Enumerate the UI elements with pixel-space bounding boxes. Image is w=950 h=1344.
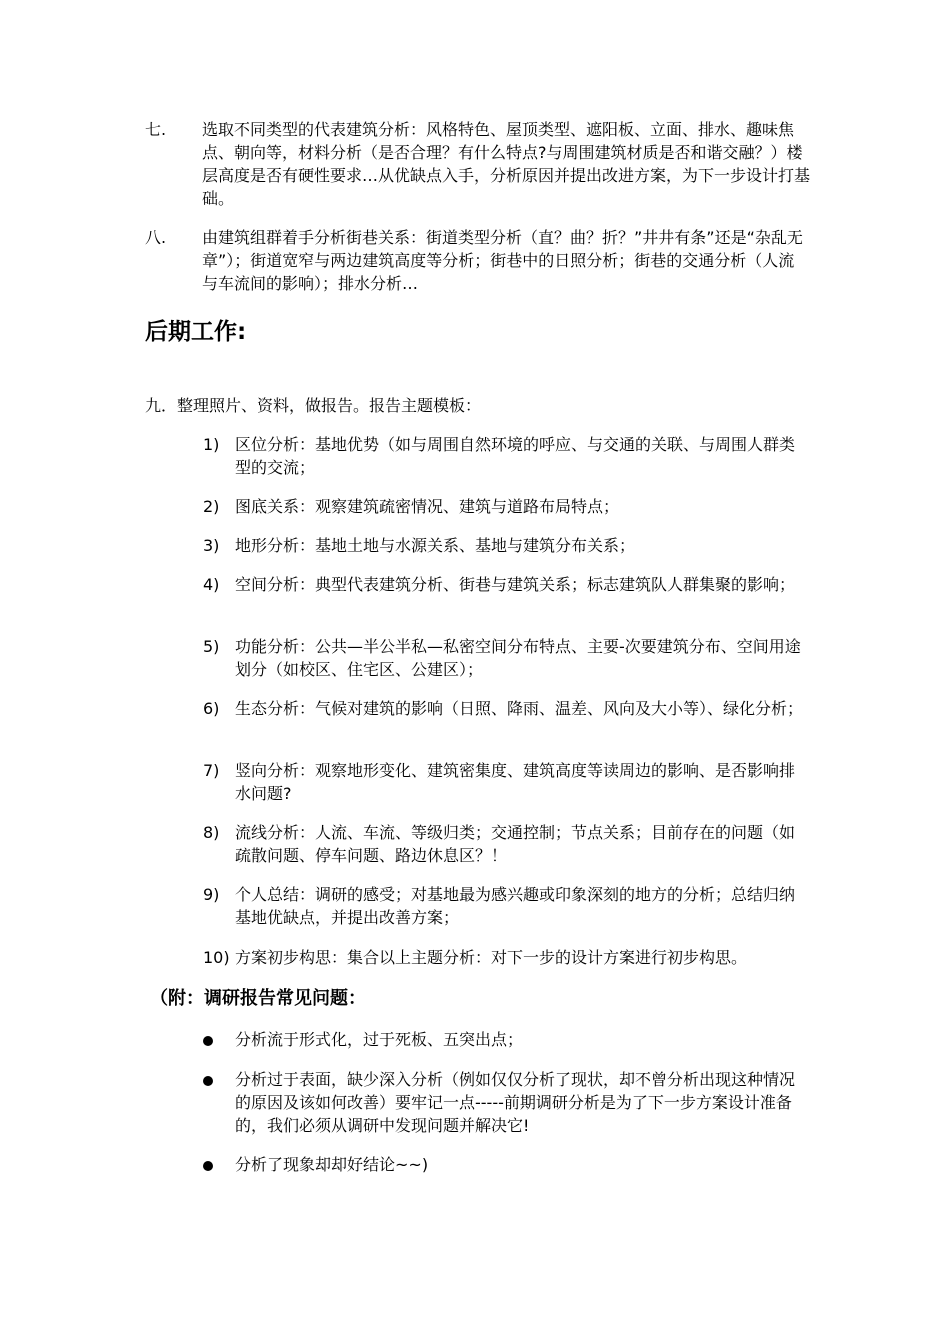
item-text: 空间分析：典型代表建筑分析、街巷与建筑关系；标志建筑队人群集聚的影响； — [235, 575, 796, 594]
item-text: 方案初步构思：集合以上主题分析：对下一步的设计方案进行初步构思。 — [235, 948, 748, 967]
item-text: 区位分析：基地优势（如与周围自然环境的呼应、与交通的关联、与周围人群类型的交流； — [235, 435, 796, 477]
section-8 — [145, 226, 810, 295]
appendix-heading: （附：调研报告常见问题： — [150, 988, 366, 1009]
item-number: 1) — [203, 435, 220, 454]
section-7 — [145, 118, 810, 210]
item-number: 10) — [203, 948, 230, 967]
section-text: 选取不同类型的代表建筑分析：风格特色、屋顶类型、遮阳板、立面、排水、趣味焦点、朝向等，材料分析（是否合理？有什么特点?与周围建筑材质是否和谐交融？）楼层高度是否有硬性要求…从优缺点入手，分析原因并提出改进方案，为下一步设计打基础。 — [202, 120, 811, 208]
later-work-heading: 后期工作: — [145, 319, 247, 345]
report-item — [203, 759, 810, 805]
report-item — [203, 433, 810, 479]
item-number: 9) — [203, 885, 220, 904]
appendix-bullet-item — [203, 1028, 810, 1051]
item-number: 7) — [203, 761, 220, 780]
item-text: 生态分析：气候对建筑的影响（日照、降雨、温差、风向及大小等）、绿化分析； — [235, 699, 804, 718]
report-item — [203, 534, 810, 557]
report-intro: 九．整理照片、资料，做报告。报告主题模板： — [145, 396, 482, 415]
bullet-icon — [203, 1076, 213, 1086]
item-text: 个人总结：调研的感受；对基地最为感兴趣或印象深刻的地方的分析；总结归纳基地优缺点，并提出改善方案； — [235, 885, 796, 927]
section-number: 八. — [145, 228, 167, 247]
report-item — [203, 821, 810, 867]
report-item — [203, 697, 810, 720]
item-number: 6) — [203, 699, 220, 718]
item-number: 5) — [203, 637, 220, 656]
item-text: 地形分析：基地土地与水源关系、基地与建筑分布关系； — [235, 536, 636, 555]
bullet-text: 分析流于形式化，过于死板、五突出点； — [235, 1030, 524, 1049]
item-text: 功能分析：公共—半公半私—私密空间分布特点、主要-次要建筑分布、空间用途划分（如校区、住宅区、公建区）； — [235, 637, 801, 679]
section-text: 由建筑组群着手分析街巷关系：街道类型分析（直？曲？折？”井井有条”还是“杂乱无章”）；街道宽窄与两边建筑高度等分析；街巷中的日照分析；街巷的交通分析（人流与车流间的影响）；排水分析… — [202, 228, 803, 293]
appendix-bullet-item — [203, 1068, 810, 1137]
item-number: 4) — [203, 575, 220, 594]
report-item — [203, 635, 810, 681]
report-item — [203, 573, 810, 596]
item-text: 流线分析：人流、车流、等级归类；交通控制；节点关系；目前存在的问题（如疏散问题、停车问题、路边休息区？！ — [235, 823, 796, 865]
bullet-icon — [203, 1036, 213, 1046]
report-item — [203, 495, 810, 518]
item-number: 8) — [203, 823, 220, 842]
section-number: 七. — [145, 120, 167, 139]
item-number: 3) — [203, 536, 220, 555]
report-item — [203, 883, 810, 929]
bullet-text: 分析过于表面，缺少深入分析（例如仅仅分析了现状，却不曾分析出现这种情况的原因及该如何改善）要牢记一点-----前期调研分析是为了下一步方案设计准备的，我们必须从调研中发现问题并解决它! — [235, 1070, 796, 1135]
item-text: 图底关系：观察建筑疏密情况、建筑与道路布局特点； — [235, 497, 620, 516]
bullet-icon — [203, 1161, 213, 1171]
appendix-bullet-item — [203, 1153, 810, 1176]
item-text: 竖向分析：观察地形变化、建筑密集度、建筑高度等读周边的影响、是否影响排水问题? — [235, 761, 796, 803]
bullet-text: 分析了现象却却好结论~~) — [235, 1155, 429, 1174]
item-number: 2) — [203, 497, 220, 516]
report-item — [203, 946, 810, 969]
